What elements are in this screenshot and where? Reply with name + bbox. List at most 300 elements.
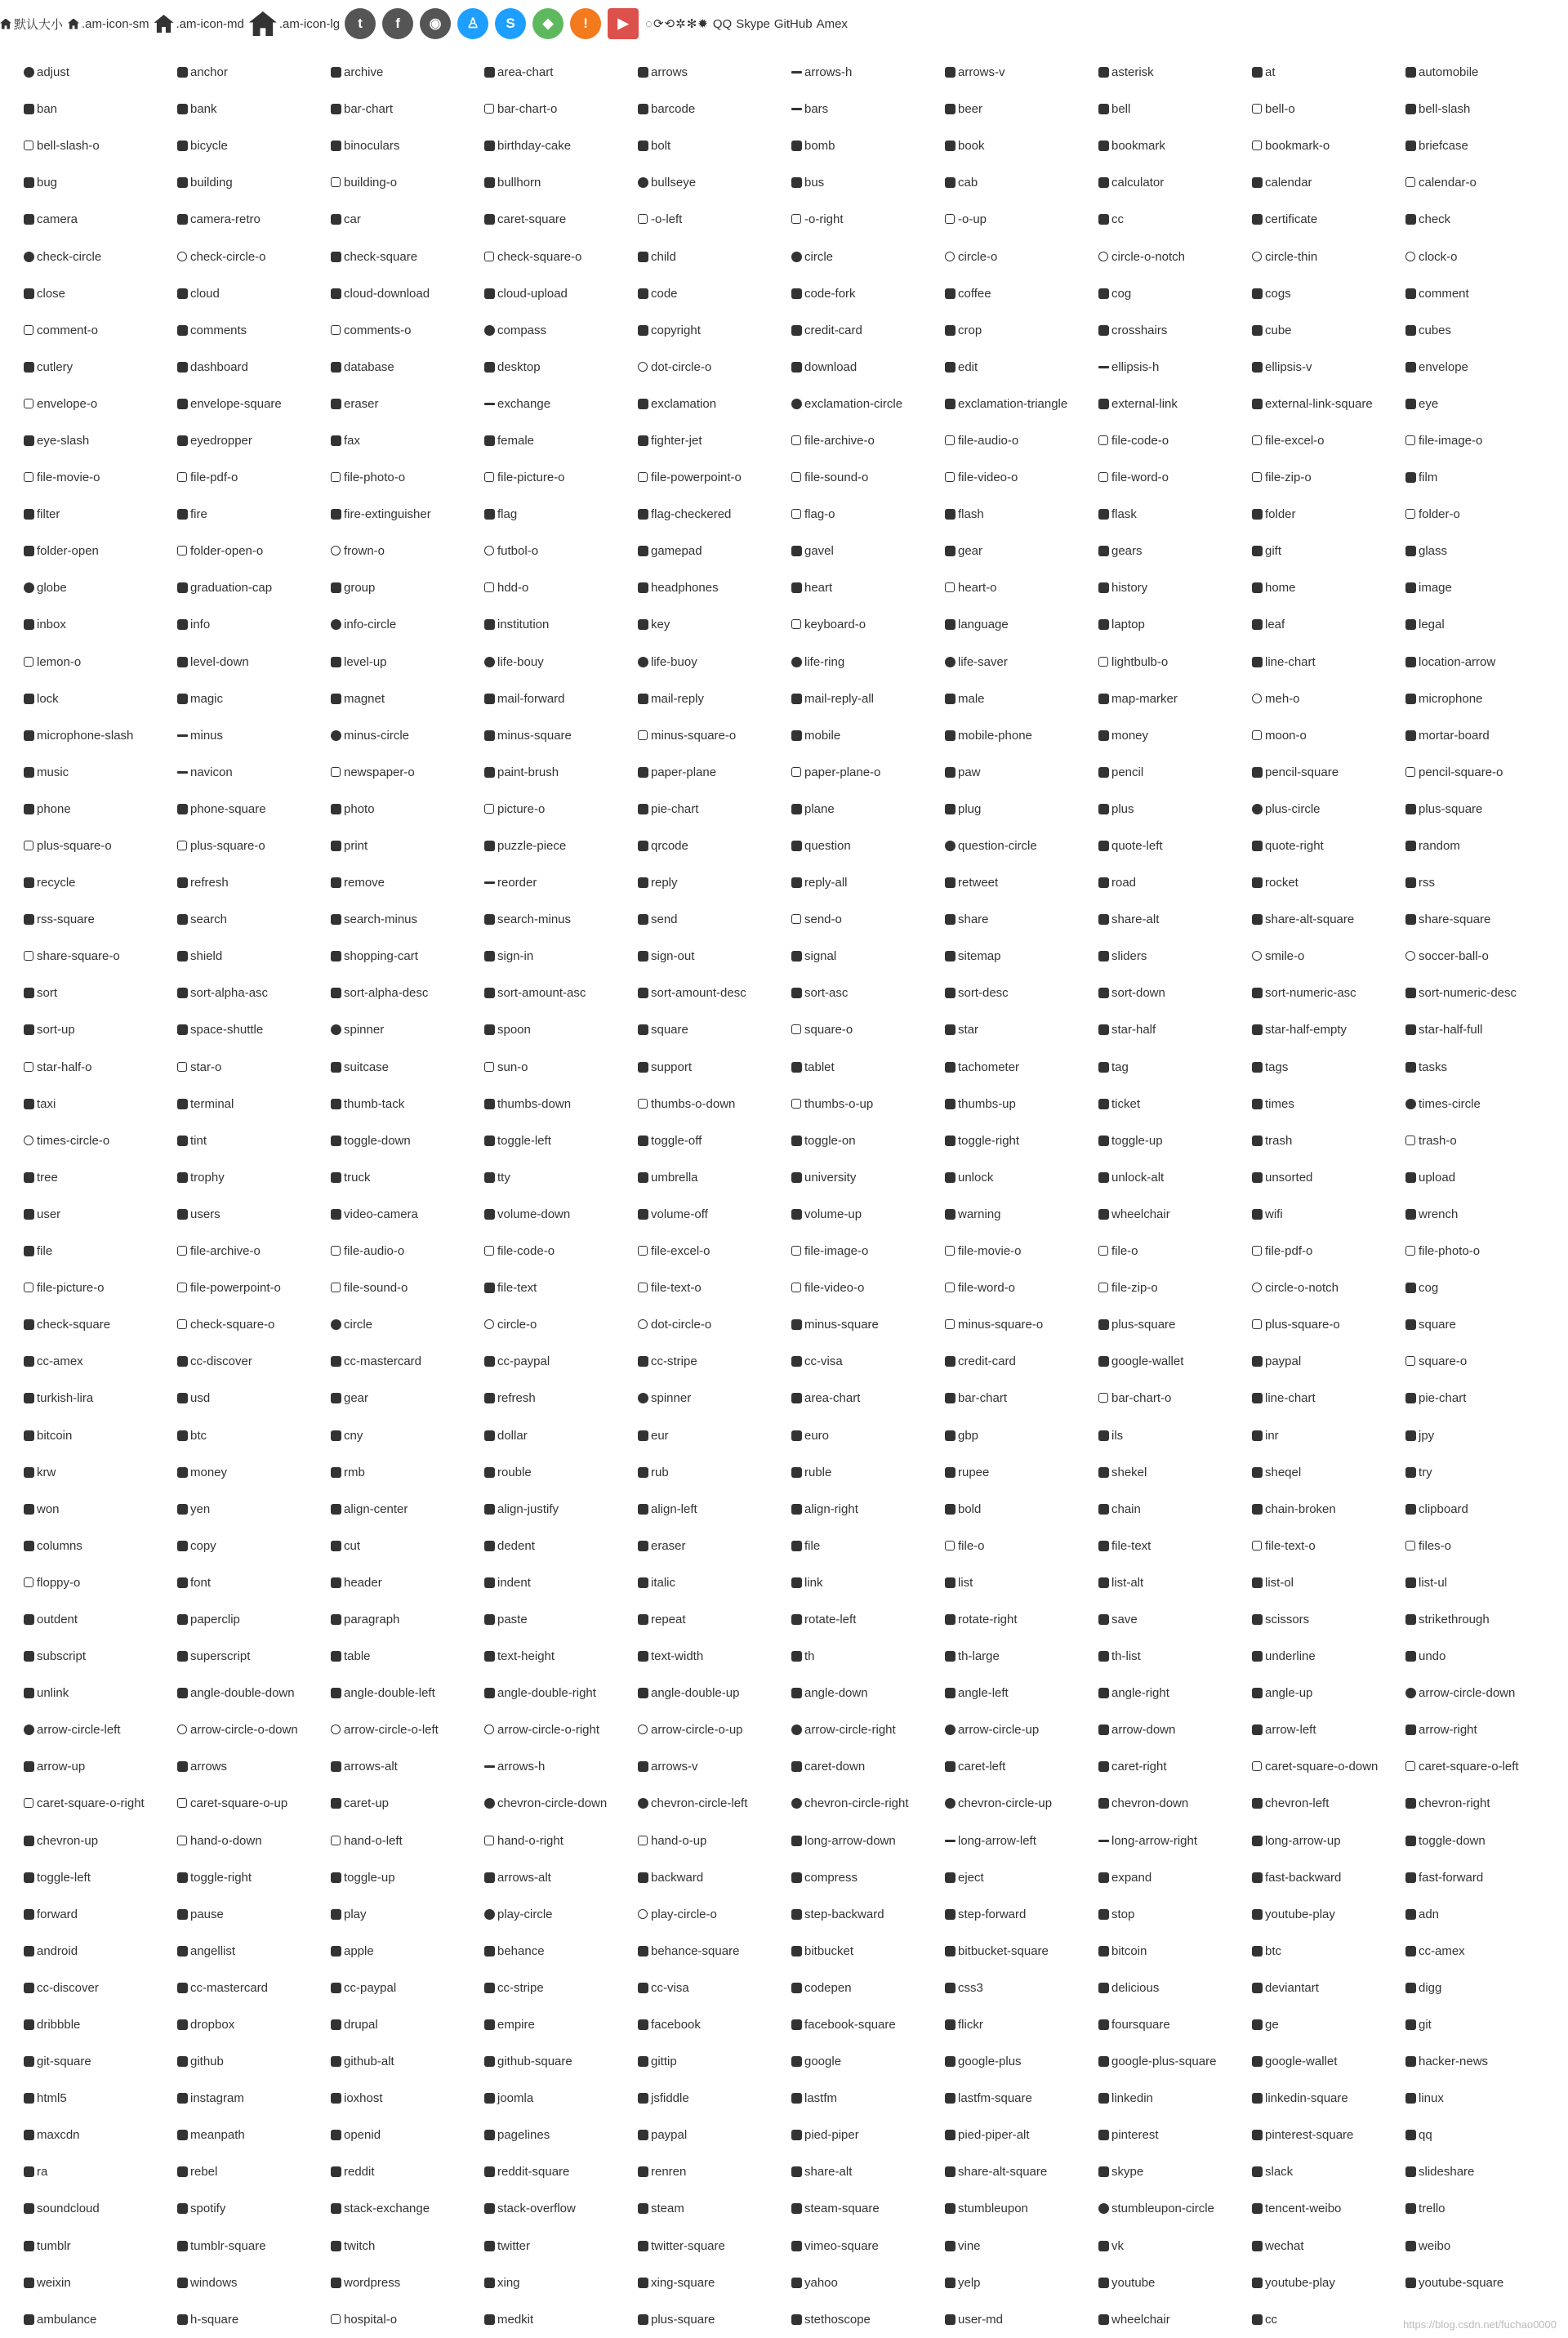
file-photo-o-icon (330, 471, 342, 484)
icon-cell-jpy (1405, 1430, 1558, 1442)
icon-label: life-ring (804, 655, 845, 668)
bar-chart-icon (944, 1392, 956, 1404)
pencil-square-icon (1251, 766, 1263, 779)
icon-label: text-height (497, 1650, 555, 1663)
icon-cell-flash (944, 508, 1098, 520)
flash-icon (944, 508, 956, 520)
toggle-left-icon (483, 1135, 496, 1147)
icon-label: rmb (344, 1466, 365, 1479)
icon-label: headphones (651, 582, 719, 595)
star-icon (944, 1024, 956, 1036)
icon-cell-coffee (944, 288, 1098, 300)
icon-label: line-chart (1265, 1392, 1316, 1405)
icon-cell-info-circle (330, 618, 483, 631)
icon-label: star-half-full (1419, 1024, 1483, 1037)
align-left-icon (637, 1503, 649, 1515)
icon-cell-meh-o (1251, 693, 1405, 705)
lightbulb-o-icon (1098, 656, 1110, 668)
icon-label: university (804, 1171, 857, 1184)
gears-icon (1098, 545, 1110, 557)
icon-cell-chain-broken (1251, 1503, 1405, 1515)
icon-label: pied-piper (804, 2129, 859, 2142)
icon-cell-lock (23, 693, 176, 705)
icon-label: github-square (497, 2055, 572, 2068)
comments-o-icon (330, 324, 342, 337)
lemon-o-icon (23, 656, 35, 668)
icon-cell-bell-slash (1405, 103, 1558, 115)
icon-label: moon-o (1265, 729, 1307, 742)
file-archive-o-icon (176, 1245, 189, 1257)
icon-cell-arrow-down (1098, 1724, 1251, 1736)
github-icon[interactable]: ◉ (420, 8, 451, 39)
icon-label: bar-chart (344, 103, 394, 116)
icon-cell-retweet (944, 877, 1098, 889)
pied-piper-alt-icon (944, 2129, 956, 2141)
icon-cell-bar-chart (330, 103, 483, 115)
icon-cell-toggle-up (330, 1872, 483, 1884)
spinner-icon (330, 1024, 342, 1036)
icon-cell-cab (944, 176, 1098, 189)
trash-icon (1251, 1135, 1263, 1147)
icon-cell-bitbucket (791, 1945, 944, 1957)
tag-icon (1098, 1061, 1110, 1073)
icon-cell-angle-double-up (637, 1687, 791, 1699)
paw-icon (944, 766, 956, 779)
icon-cell-newspaper-o (330, 766, 483, 779)
icon-label: bell-o (1265, 103, 1295, 116)
icon-cell-external-link (1098, 398, 1251, 410)
icon-label: hand-o-up (651, 1834, 707, 1847)
file-audio-o-icon (944, 435, 956, 447)
icon-cell-plus-square (1098, 1318, 1251, 1331)
icon-label: camera (37, 213, 78, 226)
icon-cell-calendar-o (1405, 176, 1558, 189)
icon-cell-caret-square (483, 213, 637, 225)
icon-cell-language (944, 618, 1098, 631)
icon-label: share-square (1419, 913, 1491, 926)
icon-label: cc-mastercard (344, 1355, 422, 1368)
icon-label: bookmark-o (1265, 140, 1330, 153)
icon-cell-chain (1098, 1503, 1251, 1515)
icon-cell-comments-o (330, 324, 483, 337)
icon-cell-krw (23, 1466, 176, 1479)
icon-label: cc-paypal (344, 1981, 397, 1994)
icon-label: long-arrow-left (958, 1834, 1036, 1847)
icon-label: reply-all (804, 877, 848, 890)
icon-label: frown-o (344, 545, 385, 558)
icon-label: dot-circle-o (651, 1318, 712, 1332)
icon-cell-refresh (176, 877, 330, 889)
icon-cell-th-list (1098, 1650, 1251, 1662)
icon-cell-plus-square (637, 2313, 791, 2326)
thumbs-up-icon (944, 1098, 956, 1110)
icon-label: tint (190, 1134, 207, 1147)
road-icon (1098, 877, 1110, 889)
thumbs-o-down-icon (637, 1098, 649, 1110)
skype-icon[interactable]: S (495, 8, 526, 39)
cc-paypal-icon (483, 1355, 496, 1368)
volume-off-icon (637, 1208, 649, 1220)
eraser-icon (637, 1540, 649, 1552)
binoculars-icon (330, 140, 342, 152)
compass-icon (483, 324, 496, 337)
folder-open-o-icon (176, 545, 189, 557)
icon-cell-film (1405, 471, 1558, 484)
icon-label: linkedin-square (1265, 2092, 1348, 2105)
icon-label: arrows-alt (344, 1760, 398, 1774)
icon-cell-yahoo (791, 2277, 944, 2289)
dollar-icon (483, 1430, 496, 1442)
size-demo-0 (0, 16, 63, 33)
icon-cell-android (23, 1945, 176, 1957)
share-icon (944, 913, 956, 926)
sheqel-icon (1251, 1466, 1263, 1479)
icon-label: dot-circle-o (651, 360, 712, 373)
icon-cell-puzzle-piece (483, 840, 637, 852)
refresh-icon (483, 1392, 496, 1404)
search-icon (176, 913, 189, 926)
icon-label: volume-up (804, 1207, 862, 1220)
check-square-icon (330, 251, 342, 263)
angle-double-left-icon (330, 1687, 342, 1699)
icon-label: weibo (1419, 2239, 1451, 2252)
paypal-icon (1251, 1355, 1263, 1368)
icon-cell-paperclip (176, 1613, 330, 1626)
icon-cell-tree (23, 1171, 176, 1184)
icon-cell-bold (944, 1503, 1098, 1515)
icon-cell-sitemap (944, 950, 1098, 962)
icon-label: compress (804, 1871, 858, 1884)
icon-cell-list-ul (1405, 1577, 1558, 1589)
icon-label: rotate-right (958, 1613, 1018, 1626)
reddit-square-icon (483, 2166, 496, 2178)
icon-label: beer (958, 103, 983, 116)
icon-label: file-archive-o (804, 434, 875, 447)
mail-forward-icon (483, 693, 496, 705)
icon-cell-lemon-o (23, 656, 176, 668)
icon-label: caret-down (804, 1760, 866, 1774)
qq-icon (1405, 2129, 1417, 2141)
usd-icon (176, 1392, 189, 1404)
icon-cell-align-center (330, 1503, 483, 1515)
icon-cell-user-md (944, 2313, 1098, 2326)
icon-label: stumbleupon (958, 2202, 1028, 2215)
icon-label: tags (1265, 1060, 1289, 1073)
icon-label: caret-square-o-left (1419, 1760, 1519, 1774)
icon-label: toggle-down (1419, 1834, 1486, 1847)
icon-label: keyboard-o (804, 618, 866, 631)
icon-cell-bus (791, 176, 944, 189)
foursquare-icon (1098, 2019, 1110, 2031)
icon-cell-step-forward (944, 1908, 1098, 1921)
icon-label: life-buoy (651, 655, 697, 668)
icon-cell-repeat (637, 1613, 791, 1626)
icon-cell-share-alt-square (944, 2166, 1098, 2178)
icon-label: toggle-left (497, 1134, 551, 1147)
icon-label: external-link-square (1265, 397, 1373, 410)
shield-icon[interactable]: ◆ (532, 8, 564, 39)
icon-label: times (1265, 1097, 1294, 1110)
icon-cell-spoon (483, 1024, 637, 1036)
cog-icon (1405, 1282, 1417, 1294)
icon-cell-share (944, 913, 1098, 926)
icon-label: star-o (190, 1060, 222, 1073)
icon-label: caret-right (1111, 1760, 1167, 1774)
icon-cell-file-text-o (637, 1282, 791, 1294)
line-chart-icon (1251, 1392, 1263, 1404)
sort-numeric-asc-icon (1251, 987, 1263, 999)
icon-cell-birthday-cake (483, 140, 637, 152)
sitemap-icon (944, 950, 956, 962)
icon-label: facebook (651, 2019, 701, 2032)
icon-cell-gears (1098, 545, 1251, 557)
icon-cell-thumbs-up (944, 1098, 1098, 1110)
icon-cell-level-down (176, 656, 330, 668)
icon-cell-area-chart (483, 66, 637, 78)
icon-label: terminal (190, 1097, 234, 1110)
icon-label: windows (190, 2276, 238, 2289)
icon-label: angle-double-right (497, 1687, 596, 1700)
icon-cell-bar-chart (944, 1392, 1098, 1404)
moon-o-icon (1251, 730, 1263, 742)
icon-cell-building (176, 176, 330, 189)
icon-cell-desktop (483, 361, 637, 373)
file-picture-o-icon (483, 471, 496, 484)
icon-label: android (37, 1944, 78, 1957)
icon-label: minus-square (497, 729, 572, 742)
credit-card-icon (944, 1355, 956, 1368)
icon-label: bar-chart-o (1111, 1392, 1172, 1405)
icon-label: file-excel-o (1265, 434, 1325, 447)
icon-cell-file-sound-o (330, 1282, 483, 1294)
file-sound-o-icon (330, 1282, 342, 1294)
facebook-icon[interactable]: f (382, 8, 413, 39)
flickr-icon (944, 2019, 956, 2031)
icon-cell-flag (483, 508, 637, 520)
icon-cell-digg (1405, 1982, 1558, 1994)
icon-cell-caret-left (944, 1760, 1098, 1773)
twitter-icon[interactable]: t (345, 8, 376, 39)
icon-cell-rouble (483, 1466, 637, 1479)
icon-cell-bookmark (1098, 140, 1251, 152)
life-buoy-icon (637, 656, 649, 668)
icon-label: turkish-lira (37, 1392, 94, 1405)
icon-label: life-saver (958, 655, 1008, 668)
icon-label: meh-o (1265, 692, 1300, 705)
phone-icon (23, 803, 35, 815)
size-demo-label: .am-icon-lg (278, 16, 341, 31)
caret-up-icon (330, 1797, 342, 1809)
rss-icon (1405, 877, 1417, 889)
icon-label: sort-amount-desc (651, 987, 746, 1000)
icon-label: cny (344, 1429, 363, 1442)
icon-label: building (190, 176, 233, 190)
external-link-square-icon (1251, 398, 1263, 410)
chevron-right-icon (1405, 1797, 1417, 1809)
trash-o-icon (1405, 1135, 1417, 1147)
icon-label: file-archive-o (190, 1245, 261, 1258)
openid-icon (330, 2129, 342, 2141)
icon-label: long-arrow-down (804, 1834, 896, 1847)
icon-label: arrow-left (1265, 1724, 1316, 1737)
icon-label: star-half-empty (1265, 1024, 1348, 1037)
paper-plane-o-icon (791, 766, 803, 779)
icon-cell-rebel (176, 2166, 330, 2178)
icon-label: caret-up (344, 1797, 390, 1810)
history-icon (1098, 582, 1110, 594)
icon-cell-exclamation-circle (791, 398, 944, 410)
qq-icon[interactable]: ♙ (457, 8, 488, 39)
icon-cell-linux (1405, 2092, 1558, 2104)
icon-label: toggle-up (1111, 1134, 1163, 1147)
icon-cell-text-height (483, 1650, 637, 1662)
icon-cell-cc-paypal (330, 1982, 483, 1994)
icon-cell-barcode (637, 103, 791, 115)
icon-cell-gavel (791, 545, 944, 557)
share-square-o-icon (23, 950, 35, 962)
sort-up-icon (23, 1024, 35, 1036)
cc-icon (1098, 213, 1110, 225)
icon-cell-arrows-alt (330, 1760, 483, 1773)
icon-cell-inbox (23, 618, 176, 631)
google-wallet-icon (1251, 2055, 1263, 2068)
envelope-icon (1405, 361, 1417, 373)
icon-cell-rss (1405, 877, 1558, 889)
icon-label: phone (37, 802, 71, 815)
list-icon (944, 1577, 956, 1589)
pencil-icon (1098, 766, 1110, 779)
frown-o-icon (330, 545, 342, 557)
icon-cell-arrows (637, 66, 791, 78)
windows-icon (176, 2277, 189, 2289)
icon-label: arrow-circle-o-left (344, 1724, 439, 1737)
calculator-icon (1098, 176, 1110, 189)
icon-cell-fast-backward (1251, 1872, 1405, 1884)
cloud-download-icon (330, 288, 342, 300)
icon-label: file-picture-o (37, 1282, 105, 1295)
search-minus-icon (330, 913, 342, 926)
icon-label: bell-slash-o (37, 140, 100, 153)
icon-label: photo (344, 802, 375, 815)
language-icon (944, 618, 956, 631)
icon-label: eye-slash (37, 434, 90, 447)
rotate-left-icon (791, 1613, 803, 1626)
icon-cell-comment-o (23, 324, 176, 337)
icon-label: flickr (958, 2019, 983, 2032)
warning-icon[interactable]: ! (570, 8, 601, 39)
icon-label: unlock (958, 1171, 994, 1184)
star-half-full-icon (1405, 1024, 1417, 1036)
icon-cell-expand (1098, 1872, 1251, 1884)
icon-label: thumbs-o-down (651, 1097, 736, 1110)
icon-cell-book (944, 140, 1098, 152)
wrench-icon (1405, 1208, 1417, 1220)
icon-label: lightbulb-o (1111, 655, 1169, 668)
flag-o-icon (791, 508, 803, 520)
icon-cell-paypal (637, 2129, 791, 2141)
map-marker-icon (1098, 693, 1110, 705)
hospital-o-icon (330, 2313, 342, 2326)
icon-cell-plus-square (1405, 803, 1558, 815)
icon-cell-file-image-o (1405, 435, 1558, 447)
icon-cell-suitcase (330, 1061, 483, 1073)
icon-label: backward (651, 1871, 704, 1884)
icon-cell-life-bouy (483, 656, 637, 668)
icon-cell-google-plus (944, 2055, 1098, 2068)
size-demo-label: .am-icon-md (176, 16, 244, 31)
repeat-icon (637, 1613, 649, 1626)
icon-label: bell (1111, 103, 1131, 116)
futbol-o-icon (483, 545, 496, 557)
picture-o-icon (483, 803, 496, 815)
youtube-icon[interactable]: ▶ (608, 8, 639, 39)
deviantart-icon (1251, 1982, 1263, 1994)
icon-cell-at (1251, 66, 1405, 78)
undo-icon (1405, 1650, 1417, 1662)
icon-size-demo-bar (0, 7, 1568, 41)
vine-icon (944, 2240, 956, 2252)
tumblr-icon (23, 2240, 35, 2252)
code-icon (637, 288, 649, 300)
icon-cell-terminal (176, 1098, 330, 1110)
icon-cell-caret-square-o-left (1405, 1760, 1558, 1773)
icon-label: angle-right (1111, 1687, 1169, 1700)
icon-cell-bar-chart-o (1098, 1392, 1251, 1404)
icon-cell-line-chart (1251, 1392, 1405, 1404)
users-icon (176, 1208, 189, 1220)
icon-label: minus-square (804, 1318, 879, 1332)
icon-cell-times-circle (1405, 1098, 1558, 1110)
arrow-circle-o-down-icon (176, 1724, 189, 1736)
icon-cell-trash (1251, 1135, 1405, 1147)
icon-cell-scissors (1251, 1613, 1405, 1626)
icon-cell-mortar-board (1405, 730, 1558, 742)
toggle-down-icon (330, 1135, 342, 1147)
icon-cell-arrow-left (1251, 1724, 1405, 1736)
icon-label: umbrella (651, 1171, 698, 1184)
icon-cell-codepen (791, 1982, 944, 1994)
icon-label: signal (804, 950, 837, 963)
icon-label: weixin (37, 2276, 71, 2289)
icon-label: paypal (651, 2129, 688, 2142)
icon-cell-cc-mastercard (330, 1355, 483, 1368)
icon-label: play-circle (497, 1907, 553, 1921)
archive-icon (330, 66, 342, 78)
shopping-cart-icon (330, 950, 342, 962)
icon-cell-euro (791, 1430, 944, 1442)
icon-label: file-photo-o (1419, 1245, 1481, 1258)
icon-label: sliders (1111, 950, 1147, 963)
icon-label: check (1419, 213, 1451, 226)
icon-label: space-shuttle (190, 1024, 264, 1037)
stumbleupon-circle-icon (1098, 2202, 1110, 2215)
icon-label: anchor (190, 66, 228, 79)
icon-label: bitbucket-square (958, 1944, 1049, 1957)
icon-label: recycle (37, 877, 76, 890)
icon-label: share-alt-square (1265, 913, 1355, 926)
icon-cell-envelope-o (23, 398, 176, 410)
icon-cell-copyright (637, 324, 791, 337)
fast-forward-icon (1405, 1872, 1417, 1884)
circle-o-icon (483, 1318, 496, 1331)
icon-cell-file-powerpoint-o (637, 471, 791, 484)
icon-cell-columns (23, 1540, 176, 1552)
icon-label: shield (190, 950, 223, 963)
icon-label: codepen (804, 1981, 852, 1994)
star-half-icon (1098, 1024, 1110, 1036)
icon-label: desktop (497, 360, 541, 373)
icon-label: car (344, 213, 361, 226)
